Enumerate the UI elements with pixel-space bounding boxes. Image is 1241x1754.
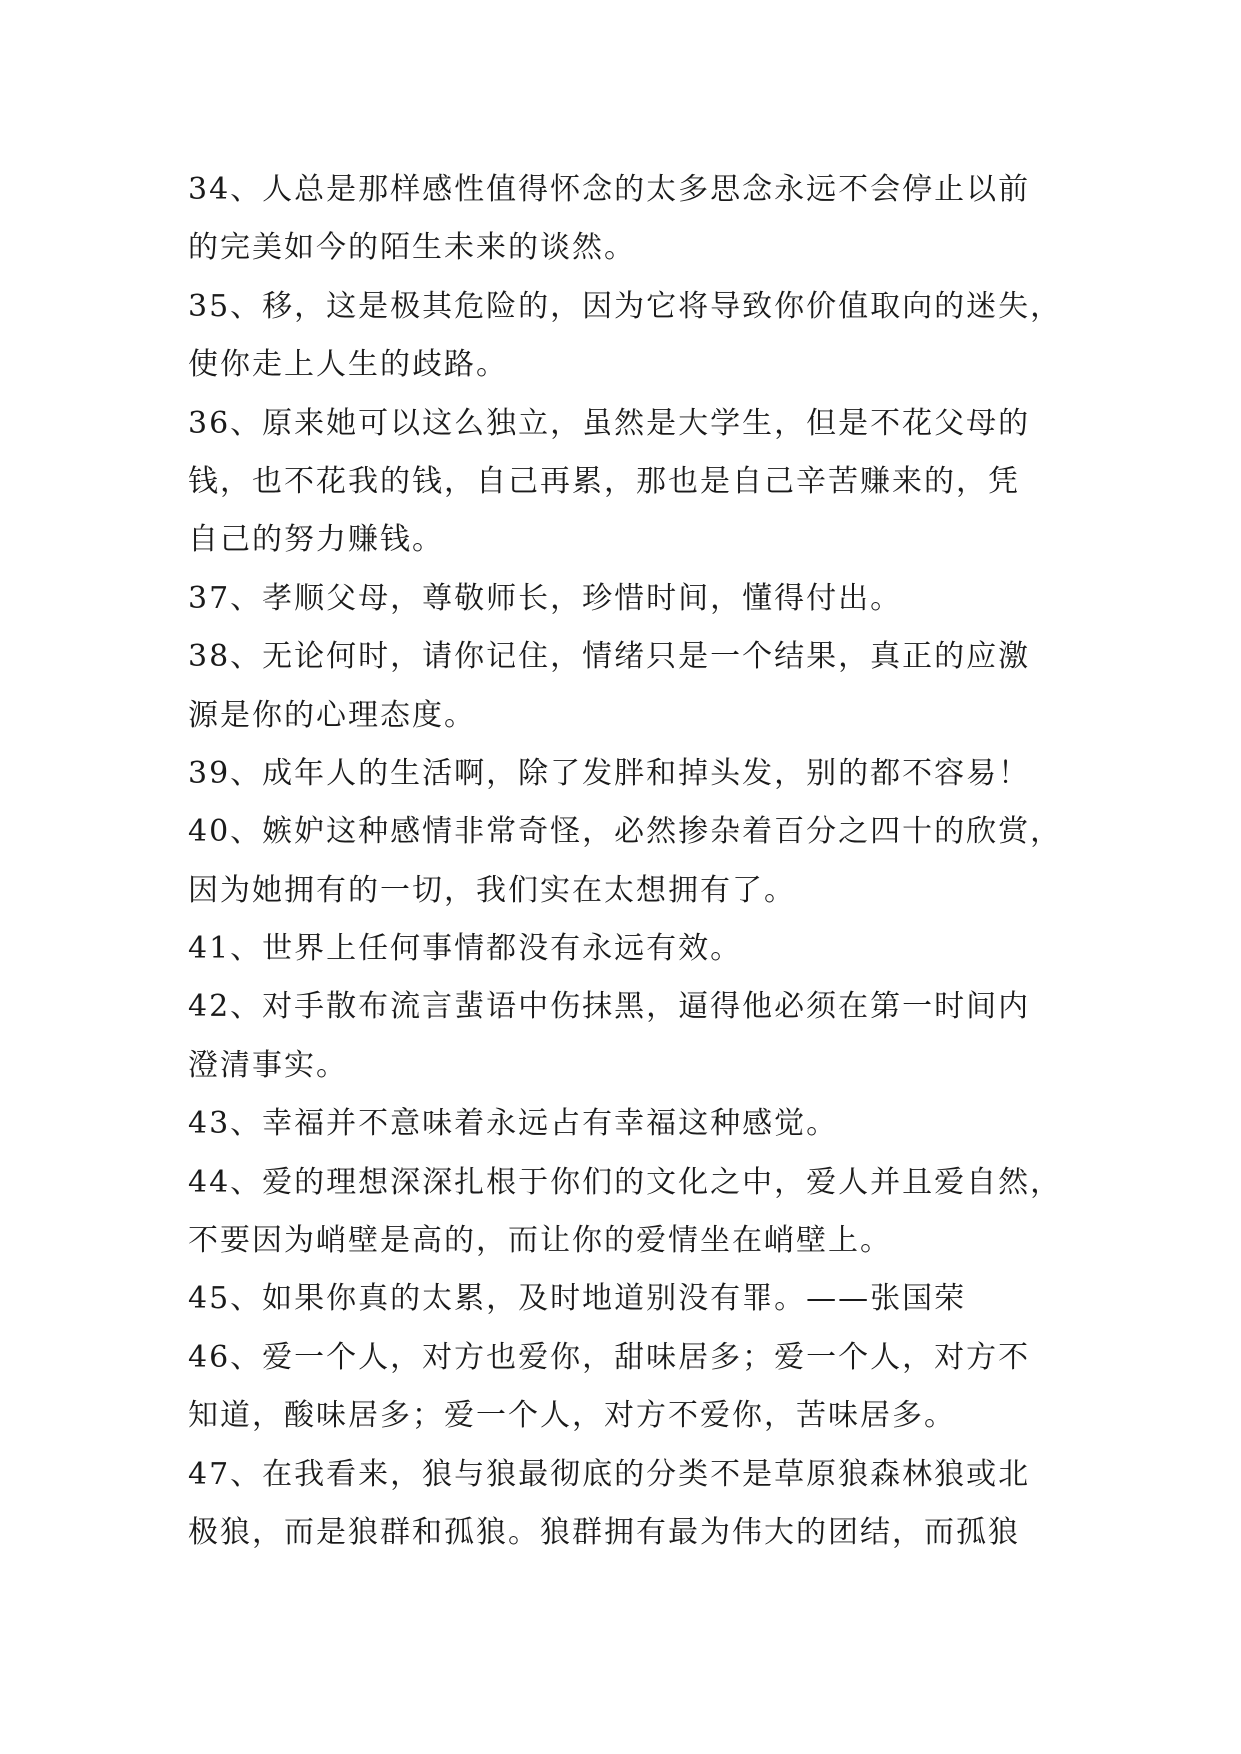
- text-line: 37、孝顺父母，尊敬师长，珍惜时间，懂得付出。: [188, 580, 903, 616]
- text-line: 极狼，而是狼群和孤狼。狼群拥有最为伟大的团结，而孤狼: [188, 1514, 1020, 1550]
- text-line: 自己的努力赚钱。: [188, 522, 444, 558]
- text-line: 45、如果你真的太累，及时地道别没有罪。——张国荣: [188, 1281, 967, 1317]
- text-line: 39、成年人的生活啊，除了发胖和掉头发，别的都不容易！: [188, 755, 1031, 791]
- text-line: 41、世界上任何事情都没有永远有效。: [188, 931, 743, 967]
- text-line: 知道，酸味居多；爱一个人，对方不爱你，苦味居多。: [188, 1398, 956, 1434]
- text-line: 36、原来她可以这么独立，虽然是大学生，但是不花父母的: [188, 405, 1031, 441]
- document-body: [188, 161, 1063, 1562]
- text-line: 源是你的心理态度。: [188, 697, 476, 733]
- text-line: 43、幸福并不意味着永远占有幸福这种感觉。: [188, 1106, 839, 1142]
- text-line: 钱，也不花我的钱，自己再累，那也是自己辛苦赚来的，凭: [188, 463, 1020, 499]
- text-line: 47、在我看来，狼与狼最彻底的分类不是草原狼森林狼或北: [188, 1456, 1031, 1492]
- text-line: 44、爱的理想深深扎根于你们的文化之中，爱人并且爱自然，: [188, 1164, 1063, 1200]
- text-line: 因为她拥有的一切，我们实在太想拥有了。: [188, 872, 796, 908]
- text-line: 46、爱一个人，对方也爱你，甜味居多；爱一个人，对方不: [188, 1339, 1031, 1375]
- text-line: 澄清事实。: [188, 1047, 348, 1083]
- text-line: 38、无论何时，请你记住，情绪只是一个结果，真正的应激: [188, 639, 1031, 675]
- text-line: 不要因为峭壁是高的，而让你的爱情坐在峭壁上。: [188, 1223, 892, 1259]
- text-line: 使你走上人生的歧路。: [188, 347, 508, 383]
- text-line: 的完美如今的陌生未来的谈然。: [188, 230, 636, 266]
- text-line: 34、人总是那样感性值得怀念的太多思念永远不会停止以前: [188, 172, 1031, 207]
- text-line: 40、嫉妒这种感情非常奇怪，必然掺杂着百分之四十的欣赏，: [188, 814, 1063, 850]
- text-line: 35、移，这是极其危险的，因为它将导致你价值取向的迷失，: [188, 288, 1063, 324]
- text-line: 42、对手散布流言蜚语中伤抹黑，逼得他必须在第一时间内: [188, 989, 1031, 1025]
